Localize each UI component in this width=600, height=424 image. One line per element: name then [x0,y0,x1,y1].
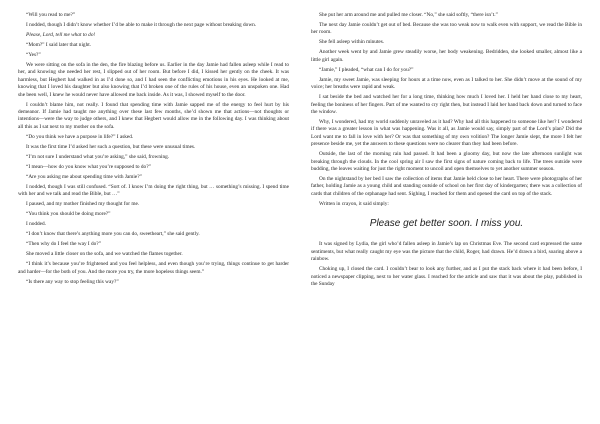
paragraph: “I think it’s because you’re frightened and you feel helpless, and even though you’re trying, things continue to get harder and harder—for the both of you. And the more you try, the more hopeless things seem.” [18,261,289,275]
paragraph: “You think you should be doing more?” [26,211,111,218]
paragraph: Please, Lord, tell me what to do! [26,32,96,38]
paragraph: “Jamie,” I pleaded, “what can I do for you?” [319,66,414,73]
right-column-top [311,12,582,208]
paragraph: The next day Jamie couldn’t get out of bed. Because she was too weak now to walk even with support, we read the Bible in her room. [311,22,582,36]
card-quote: Please get better soon. I miss you. [369,218,524,230]
paragraph: She put her arm around me and pulled me closer. “No,” she said softly, “there isn’t.” [319,12,498,18]
paragraph: I nodded. [26,221,47,228]
right-column [311,12,582,424]
paragraph: Another week went by and Jamie grew steadily worse, her body weakening. Bedridden, she looked smaller, almost like a little girl again. [311,49,582,63]
paragraph: “Do you think we have a purpose in life?” I asked. [26,133,134,140]
paragraph: Outside, the last of the morning rain had passed. It had been a gloomy day, but now the late afternoon sunlight was breaking through the clouds. In the cool spring air I saw the first signs of nature coming back to life. The trees outside were budding, the leaves waiting for just the right moment to uncoil and open themselves to yet another summer season. [311,151,582,173]
paragraph: “Are you asking me about spending time with Jamie?” [26,173,142,180]
paragraph: Choking up, I closed the card. I couldn’t bear to look any further, and as I put the stack back where it had been before, I noticed a newspaper clipping, next to her water glass. I reached for the article and saw that it was about the play, published in the Sunday [311,266,582,287]
paragraph: I couldn’t blame him, not really. I found that spending time with Jamie sapped me of the energy to feel hurt by his demeanor. If Jamie had taught me anything over these last few months, she’d shown me that actions—not thoughts or intentions—were the way to judge others, and I knew that Hegbert would allow me in the following day. I was thinking about all this as I sat next to my mother on the sofa. [18,101,289,130]
paragraph: “Will you read to me?” [26,12,76,18]
paragraph: Jamie, my sweet Jamie, was sleeping for hours at a time now, even as I talked to her. She didn’t move at the sound of my voice; her breaths were rapid and weak. [311,76,582,91]
paragraph: It was signed by Lydia, the girl who’d fallen asleep in Jamie’s lap on Christmas Eve. The second card expressed the same sentiments, but what really caught my eye was the picture that the child, Roger, had drawn. He’d drawn a bird, soaring above a rainbow. [311,241,582,263]
paragraph: “Mom?” I said later that night. [26,42,92,48]
paragraph: Why, I wondered, had my world suddenly unraveled as it had? Why had all this happened to someone like her? I wondered if there was a greater lesson in what was happening. Was it all, as Jamie would say, simply part of the Lord’s plan? Did the Lord want me to fall in love with her? Or was that something of my own volition? The longer Jamie slept, the more I felt her presence beside me, yet the answers to these questions were no clearer than they had been before. [311,119,582,148]
paragraph: “Yes?” [26,52,41,58]
paragraph: On the nightstand by her bed I saw the collection of items that Jamie held close to her heart. There were photographs of her father, holding Jamie as a young child and standing outside of school on her first day of kindergarten; there was a collection of cards that children of the orphanage had sent. Sighing, I reached for them and opened the card on top of the stack. [311,176,582,197]
paragraph: I paused, and my mother finished my thought for me. [26,201,140,208]
paragraph: She moved a little closer on the sofa, and we watched the flames together. [26,251,183,258]
paragraph: I sat beside the bed and watched her for a long time, thinking how much I loved her. I held her hand close to my heart, feeling the boniness of her fingers. Part of me wanted to cry right then, but instead I laid her hand back down and turned to face the window. [311,94,582,116]
paragraph: She fell asleep within minutes. [319,39,385,46]
paragraph: I nodded, though I was still confused. “Sort of. I know I’m doing the right thing, but … something’s missing. I spend time with her and we talk and read the Bible, but …” [18,183,289,198]
paragraph: It was the first time I’d asked her such a question, but these were unusual times. [26,143,196,150]
right-column-bottom [311,241,582,288]
left-column [18,12,289,424]
paragraph: “Is there any way to stop feeling this way?” [26,278,119,285]
paragraph: “Then why do I feel the way I do?” [26,241,102,248]
paragraph: We were sitting on the sofa in the den, the fire blazing before us. Earlier in the day Jamie had fallen asleep while I read to her, and knowing she needed her rest, I slipped out of her room. But before I did, I kissed her gently on the cheek. It was harmless, but Hegbert had walked in as I’d done so, and I had seen the conflicting emotions in his eyes. He looked at me, knowing that I loved his daughter but also knowing that I’d broken one of the rules of his house, even an unspoken one. Had she been well, I knew he would never have allowed me back inside. As it was, I showed myself to the door. [18,62,289,98]
paragraph: “I mean—how do you know what you’re supposed to do?” [26,163,151,170]
paragraph: Written in crayon, it said simply: [319,200,389,207]
paragraph: “I don’t know that there’s anything more you can do, sweetheart,” she said gently. [26,231,200,238]
paragraph: “I’m not sure I understand what you’re asking,” she said, frowning. [26,153,170,160]
paragraph: I nodded, though I didn’t know whether I’d be able to make it through the next page without breaking down. [26,22,257,28]
